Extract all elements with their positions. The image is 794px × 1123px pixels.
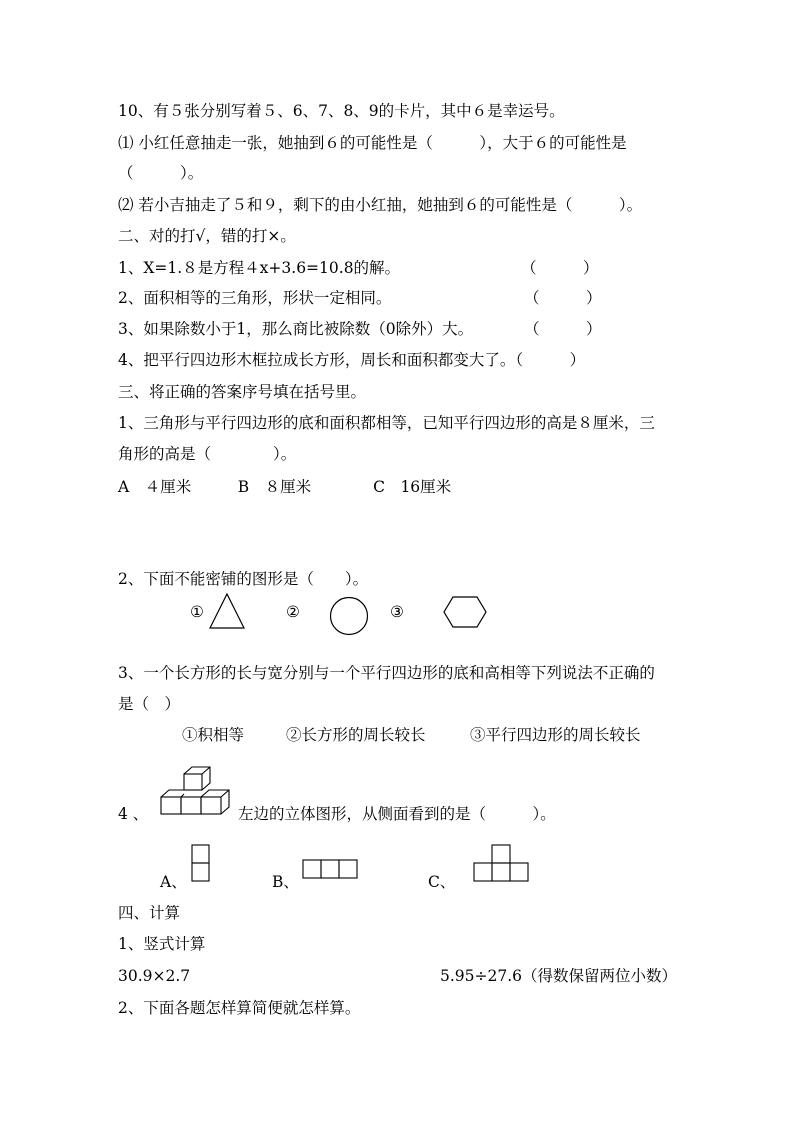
mc-item-3-option-3: ③平行四边形的周长较长 bbox=[470, 726, 641, 744]
view-option-c-label: C、 bbox=[428, 873, 456, 891]
tf-item-3: 3、如果除数小于1，那么商比被除数（0除外）大。 bbox=[118, 320, 474, 338]
tf-item-4: 4、把平行四边形木框拉成长方形，周长和面积都变大了。（ ） bbox=[118, 351, 586, 369]
tf-item-3-blank: （ ） bbox=[524, 320, 602, 338]
mc-item-4-text: 左边的立体图形，从侧面看到的是（ ）。 bbox=[238, 805, 556, 823]
view-option-a-figure bbox=[191, 843, 211, 883]
shape-label-1: ① bbox=[190, 603, 204, 621]
section-4-heading: 四、计算 bbox=[118, 904, 181, 922]
calc-expression-2: 5.95÷27.6（得数保留两位小数） bbox=[440, 967, 678, 985]
mc-item-1-line2: 角形的高是（ ）。 bbox=[118, 445, 297, 463]
tf-item-1-blank: （ ） bbox=[521, 259, 599, 277]
tf-item-1: 1、Χ=1.８是方程４x+3.6=10.8的解。 bbox=[118, 259, 401, 277]
mc-item-2: 2、下面不能密铺的图形是（ ）。 bbox=[118, 570, 369, 588]
mc-item-3-line2: 是（ ） bbox=[118, 695, 181, 713]
calc-expression-1: 30.9×2.7 bbox=[118, 967, 191, 985]
tf-item-2-blank: （ ） bbox=[524, 289, 602, 307]
view-option-b-figure bbox=[301, 858, 361, 880]
tf-item-2: 2、面积相等的三角形，形状一定相同。 bbox=[118, 289, 392, 307]
question-10-1-line2: （ ）。 bbox=[118, 164, 204, 182]
hexagon-shape bbox=[442, 596, 488, 628]
cube-stack-figure bbox=[158, 764, 234, 816]
question-10-2: ⑵ 若小吉抽走了５和９，剩下的由小红抽，她抽到６的可能性是（ ）。 bbox=[118, 196, 643, 214]
shape-label-3: ③ bbox=[390, 603, 404, 621]
question-10-1-line1: ⑴ 小红任意抽走一张，她抽到６的可能性是（ ），大于６的可能性是 bbox=[118, 134, 627, 152]
view-option-a-label: A、 bbox=[160, 873, 187, 891]
question-10: 10、有５张分别写着５、6、7、8、9的卡片，其中６是幸运号。 bbox=[118, 102, 565, 120]
view-option-c-figure bbox=[473, 843, 531, 883]
view-option-b-label: B、 bbox=[272, 873, 299, 891]
mc-item-3-option-2: ②长方形的周长较长 bbox=[286, 726, 426, 744]
mc-item-1-options: A ４厘米 B ８厘米 C 16厘米 bbox=[118, 478, 452, 496]
triangle-shape bbox=[208, 592, 246, 630]
mc-item-3-option-1: ①积相等 bbox=[182, 726, 245, 744]
mc-item-1-line1: 1、三角形与平行四边形的底和面积都相等，已知平行四边形的高是８厘米，三 bbox=[118, 414, 655, 432]
shape-label-2: ② bbox=[286, 603, 300, 621]
calc-item-2: 2、下面各题怎样算简便就怎样算。 bbox=[118, 999, 361, 1017]
calc-item-1: 1、竖式计算 bbox=[118, 935, 206, 953]
section-3-heading: 三、将正确的答案序号填在括号里。 bbox=[118, 383, 367, 401]
mc-item-3-line1: 3、一个长方形的长与宽分别与一个平行四边形的底和高相等下列说法不正确的 bbox=[118, 664, 655, 682]
circle-shape bbox=[328, 595, 370, 637]
mc-item-4-number: 4 、 bbox=[118, 805, 149, 823]
section-2-heading: 二、对的打√，错的打×。 bbox=[118, 227, 296, 245]
